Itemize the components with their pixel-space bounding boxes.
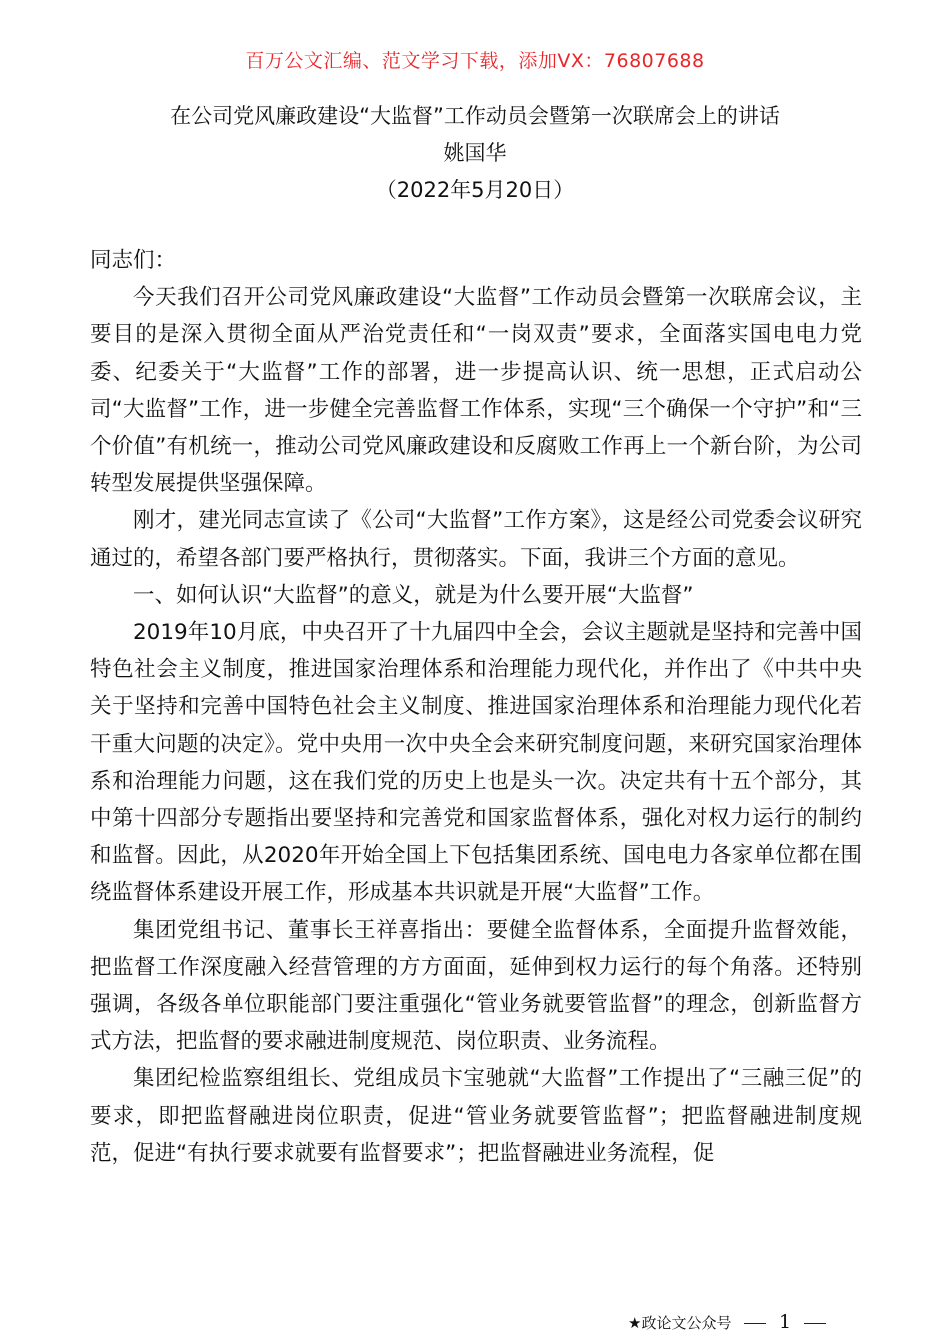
title-block	[0, 98, 950, 209]
speech-date: （2022年5月20日）	[375, 178, 575, 202]
page-number: 1	[779, 1311, 792, 1333]
paragraph: 2019年10月底，中央召开了十九届四中全会，会议主题就是坚持和完善中国特色社会主义制度，推进国家治理体系和治理能力现代化，并作出了《中共中央关于坚持和完善中国特色社会主义制度、推进国家治理体系和治理能力现代化若干重大问题的决定》。党中央用一次中央全会来研究制度问题，来研究国家治理体系和治理能力问题，这在我们党的历史上也是头一次。决定共有十五个部分，其中第十四部分专题指出要坚持和完善党和国家监督体系，强化对权力运行的制约和监督。因此，从2020年开始全国上下包括集团系统、国电电力各家单位都在围绕监督体系建设开展工作，形成基本共识就是开展“大监督”工作。	[90, 620, 862, 906]
page-footer	[628, 1311, 834, 1333]
footer-dash-left	[744, 1323, 766, 1324]
section-heading: 一、如何认识“大监督”的意义，就是为什么要开展“大监督”	[133, 582, 694, 608]
footer-source: ★政论文公众号	[628, 1314, 732, 1332]
header-banner: 百万公文汇编、范文学习下载，添加VX：76807688	[245, 50, 705, 72]
salutation: 同志们：	[90, 248, 177, 273]
paragraph: 集团党组书记、董事长王祥喜指出：要健全监督体系，全面提升监督效能，把监督工作深度融入经营管理的方方面面，延伸到权力运行的每个角落。还特别强调，各级各单位职能部门要注重强化“管业务就要管监督”的理念，创新监督方式方法，把监督的要求融进制度规范、岗位职责、业务流程。	[90, 917, 862, 1055]
footer-dash-right	[804, 1323, 826, 1324]
document-title: 在公司党风廉政建设“大监督”工作动员会暨第一次联席会上的讲话	[170, 104, 780, 128]
document-body	[90, 242, 862, 1172]
paragraph: 集团纪检监察组组长、党组成员卞宝驰就“大监督”工作提出了“三融三促”的要求，即把监督融进岗位职责，促进“管业务就要管监督”；把监督融进制度规范，促进“有执行要求就要有监督要求”；把监督融进业务流程，促	[90, 1066, 862, 1166]
paragraph: 今天我们召开公司党风廉政建设“大监督”工作动员会暨第一次联席会议，主要目的是深入贯彻全面从严治党责任和“一岗双责”要求，全面落实国电电力党委、纪委关于“大监督”工作的部署，进一步提高认识、统一思想，正式启动公司“大监督”工作，进一步健全完善监督工作体系，实现“三个确保一个守护”和“三个价值”有机统一，推动公司党风廉政建设和反腐败工作再上一个新台阶，为公司转型发展提供坚强保障。	[90, 285, 862, 497]
author-name: 姚国华	[443, 141, 507, 165]
paragraph: 刚才，建光同志宣读了《公司“大监督”工作方案》，这是经公司党委会议研究通过的，希望各部门要严格执行，贯彻落实。下面，我讲三个方面的意见。	[90, 508, 862, 571]
